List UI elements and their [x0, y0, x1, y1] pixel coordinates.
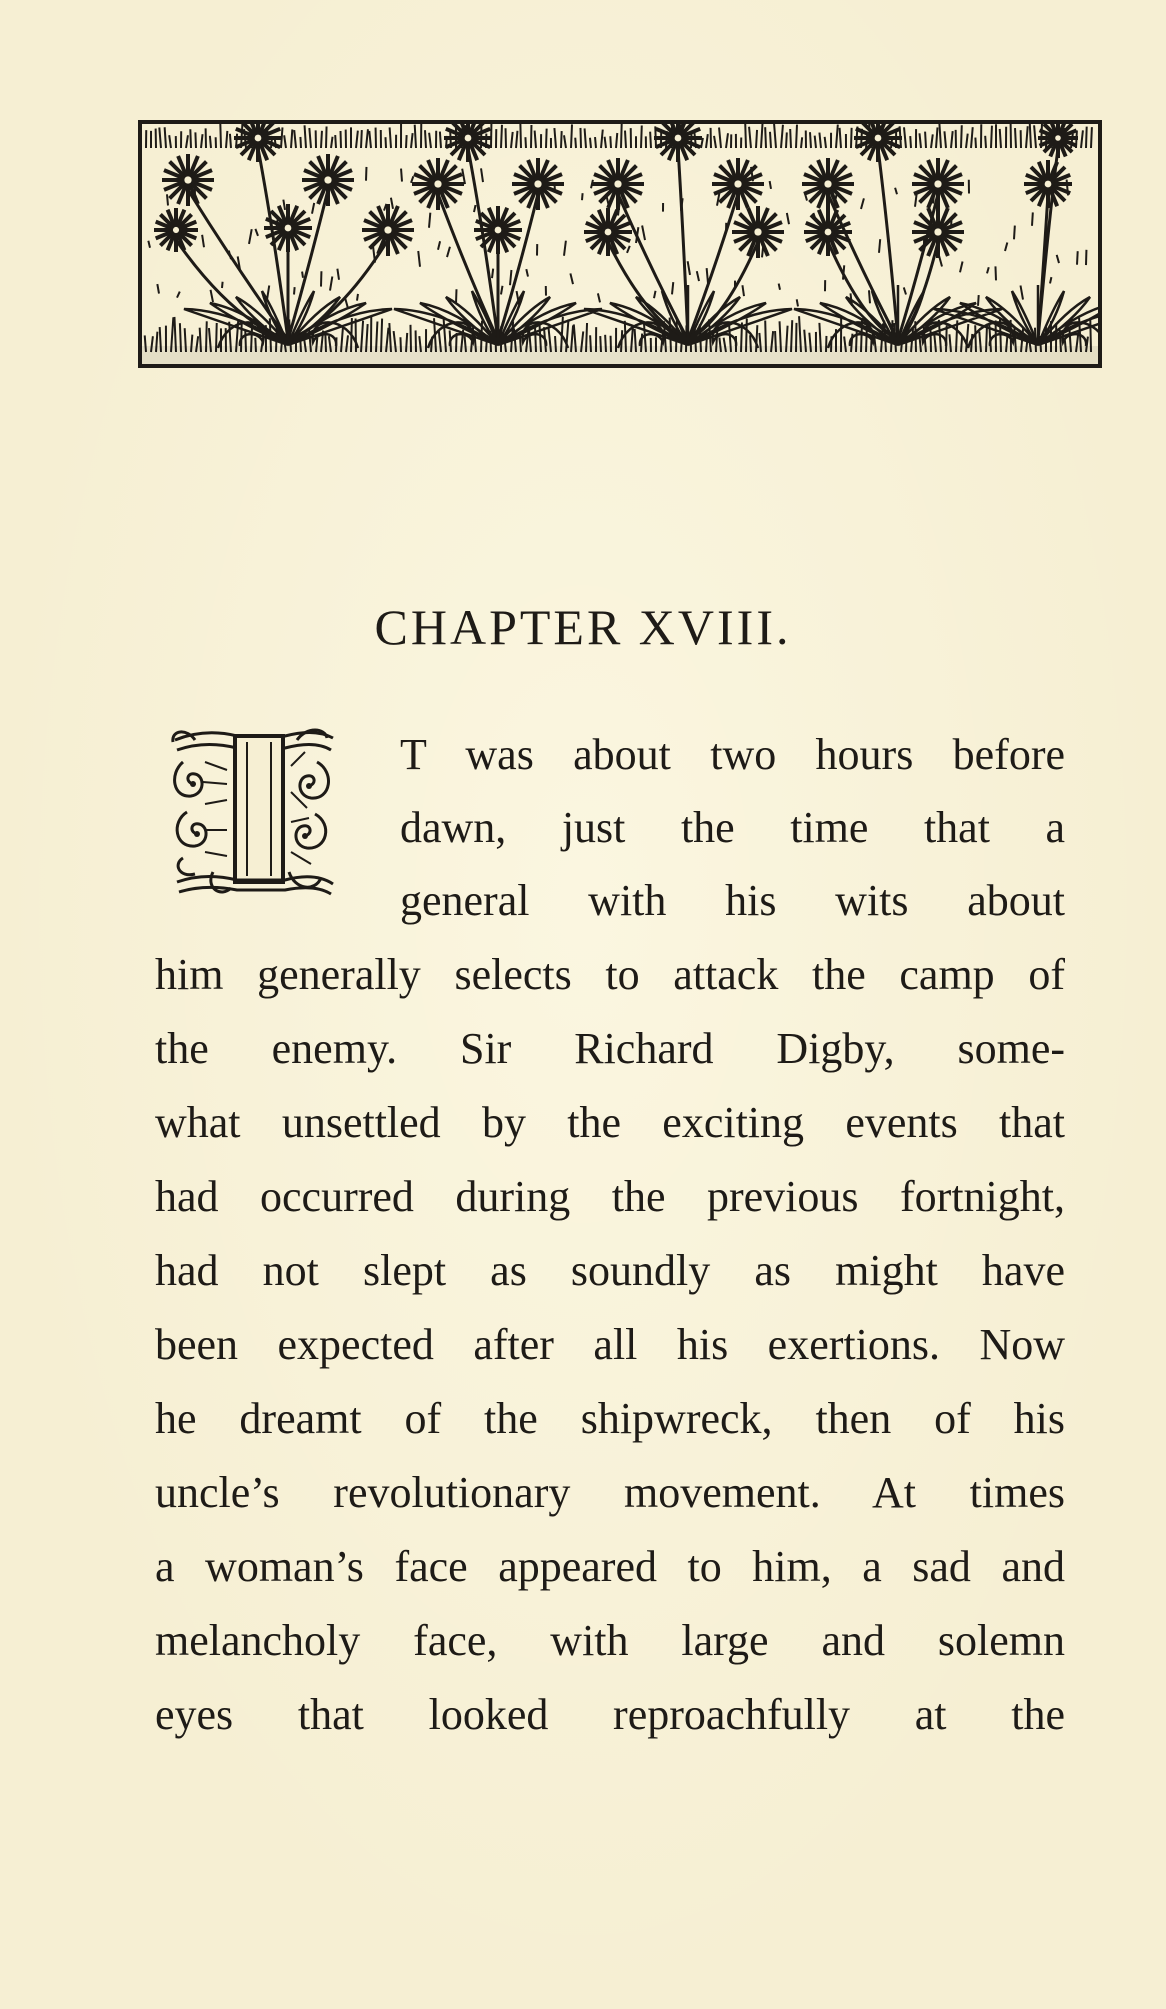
daisy-flower-icon	[804, 208, 852, 256]
body-line: had not slept as soundly as might have	[155, 1246, 1065, 1295]
daisy-flower-icon	[264, 204, 312, 252]
daisy-flower-icon	[1024, 160, 1072, 208]
daisy-flower-icon	[584, 208, 632, 256]
daisy-flower-icon	[592, 158, 644, 210]
chapter-title: CHAPTER XVIII.	[374, 599, 792, 655]
daisy-flower-icon	[912, 158, 964, 210]
body-line: a woman’s face appeared to him, a sad and	[155, 1542, 1065, 1591]
body-line: dawn, just the time that a	[400, 803, 1065, 852]
body-line: T was about two hours before	[400, 730, 1065, 779]
body-line: him generally selects to attack the camp of	[155, 950, 1065, 999]
daisy-flower-icon	[1038, 120, 1078, 158]
daisy-flower-icon	[732, 206, 784, 258]
body-line: had occurred during the previous fortnight,	[155, 1172, 1065, 1221]
body-line: what unsettled by the exciting events that	[155, 1098, 1065, 1147]
daisy-flower-icon	[912, 206, 964, 258]
floral-headpiece-icon	[138, 120, 1102, 368]
daisy-flower-icon	[474, 206, 522, 254]
body-line: he dreamt of the shipwreck, then of his	[155, 1394, 1065, 1443]
daisy-flower-icon	[362, 204, 414, 256]
body-line: uncle’s revolutionary movement. At times	[155, 1468, 1065, 1517]
body-line: the enemy. Sir Richard Digby, some-	[155, 1024, 1065, 1073]
body-line: melancholy face, with large and solemn	[155, 1616, 1065, 1665]
daisy-flower-icon	[412, 158, 464, 210]
body-line: eyes that looked reproachfully at the	[155, 1690, 1065, 1739]
drop-cap-letter-icon	[165, 722, 340, 900]
daisy-flower-icon	[712, 158, 764, 210]
daisy-flower-icon	[802, 158, 854, 210]
body-line: been expected after all his exertions. Now	[155, 1320, 1065, 1369]
body-line: general with his wits about	[400, 876, 1065, 925]
daisy-flower-icon	[512, 158, 564, 210]
daisy-flower-icon	[154, 208, 198, 252]
daisy-flower-icon	[302, 154, 354, 206]
daisy-flower-icon	[162, 154, 214, 206]
